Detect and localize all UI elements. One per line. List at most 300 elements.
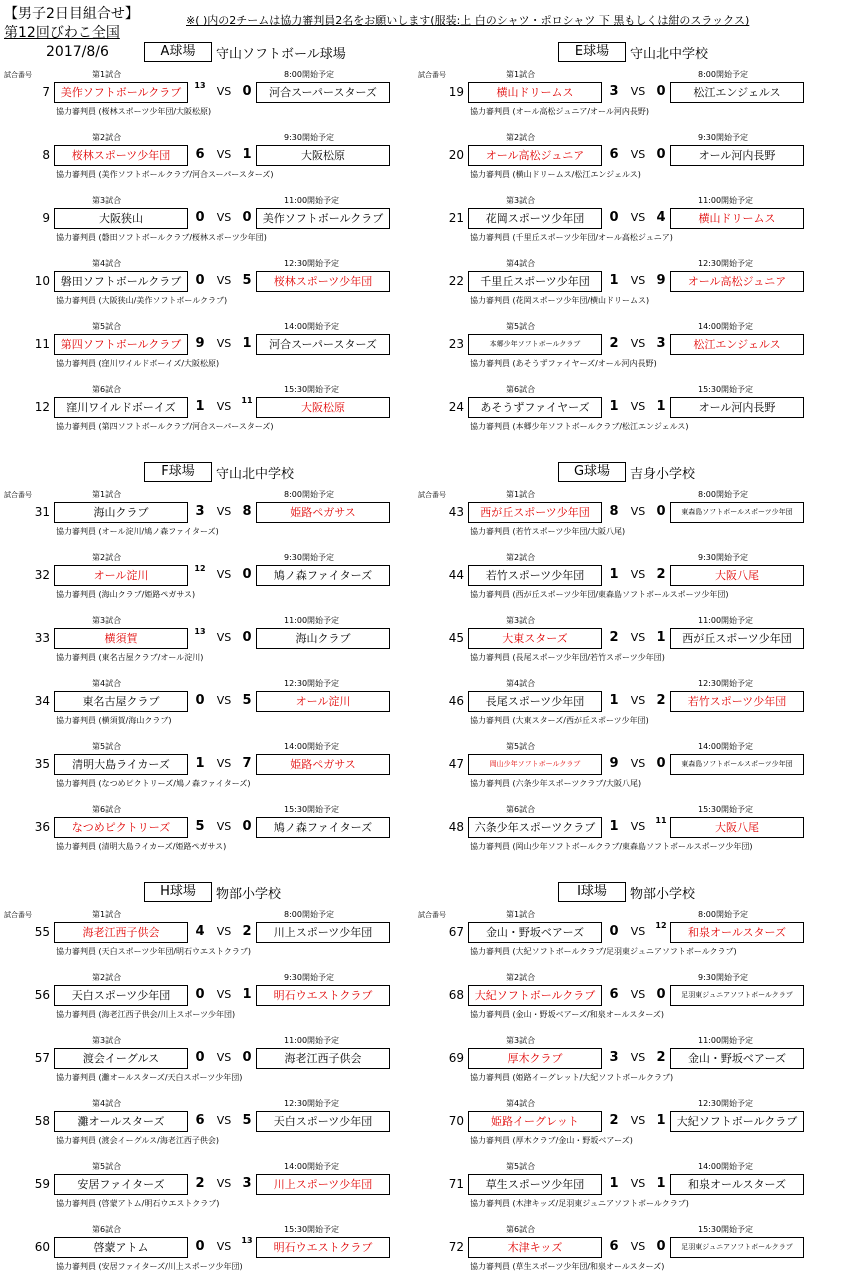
match-label: 第1試合	[506, 490, 536, 499]
home-score: 5	[195, 819, 205, 834]
referee-assignment: 協力審判員 (横須賀/海山クラブ)	[56, 716, 172, 725]
away-team: オール高松ジュニア	[670, 271, 804, 292]
away-score: 0	[656, 504, 666, 519]
home-score: 8	[609, 504, 619, 519]
vs-label: VS	[216, 85, 232, 98]
vs-label: VS	[630, 694, 646, 707]
home-team: 清明大島ライカーズ	[54, 754, 188, 775]
home-score: 6	[195, 1113, 205, 1128]
match-row	[418, 258, 818, 320]
home-score: 13	[194, 81, 206, 90]
away-score: 3	[656, 336, 666, 351]
away-score: 1	[656, 1113, 666, 1128]
start-time: 12:30開始予定	[284, 679, 340, 688]
field-block	[418, 42, 818, 442]
away-team: 美作ソフトボールクラブ	[256, 208, 390, 229]
start-time: 8:00開始予定	[698, 70, 748, 79]
match-label: 第1試合	[92, 910, 122, 919]
start-time: 11:00開始予定	[284, 196, 340, 205]
match-label: 第4試合	[92, 259, 122, 268]
referee-assignment: 協力審判員 (海老江西子供会/川上スポーツ少年団)	[56, 1010, 236, 1019]
home-team: 東名古屋クラブ	[54, 691, 188, 712]
vs-label: VS	[216, 148, 232, 161]
start-time: 14:00開始予定	[284, 1162, 340, 1171]
start-time: 14:00開始予定	[698, 322, 754, 331]
vs-label: VS	[630, 988, 646, 1001]
home-team: 厚木クラブ	[468, 1048, 602, 1069]
match-number: 9	[42, 211, 50, 225]
referee-assignment: 協力審判員 (なつめピクトリーズ/鳩ノ森ファイターズ)	[56, 779, 251, 788]
field-label: I球場	[558, 882, 626, 902]
match-number: 60	[34, 1240, 50, 1254]
vs-label: VS	[216, 757, 232, 770]
match-label: 第3試合	[506, 196, 536, 205]
match-row	[4, 321, 404, 383]
home-score: 9	[609, 756, 619, 771]
match-row	[4, 1035, 404, 1097]
away-score: 9	[656, 273, 666, 288]
page-title: 【男子2日目組合せ】	[4, 6, 139, 22]
match-number: 44	[448, 568, 464, 582]
away-team: オール河内長野	[670, 145, 804, 166]
match-label: 第2試合	[92, 553, 122, 562]
home-score: 2	[609, 630, 619, 645]
home-score: 12	[194, 564, 206, 573]
home-team: 長尾スポーツ少年団	[468, 691, 602, 712]
vs-label: VS	[630, 148, 646, 161]
start-time: 9:30開始予定	[698, 133, 748, 142]
away-team: 鳩ノ森ファイターズ	[256, 817, 390, 838]
away-team: 姫路ペガサス	[256, 754, 390, 775]
vs-label: VS	[216, 1177, 232, 1190]
match-label: 第2試合	[506, 553, 536, 562]
home-score: 3	[609, 84, 619, 99]
match-number: 45	[448, 631, 464, 645]
referee-assignment: 協力審判員 (啓蒙アトム/明石ウエストクラブ)	[56, 1199, 220, 1208]
match-label: 第6試合	[506, 1225, 536, 1234]
start-time: 11:00開始予定	[284, 616, 340, 625]
start-time: 14:00開始予定	[284, 322, 340, 331]
vs-label: VS	[216, 1240, 232, 1253]
match-label: 第3試合	[92, 196, 122, 205]
match-number: 10	[34, 274, 50, 288]
home-score: 1	[609, 693, 619, 708]
match-number: 11	[34, 337, 50, 351]
referee-assignment: 協力審判員 (草生スポーツ少年団/和泉オールスターズ)	[470, 1262, 665, 1271]
home-team: 安居ファイターズ	[54, 1174, 188, 1195]
field-label: A球場	[144, 42, 212, 62]
home-score: 6	[609, 147, 619, 162]
referee-assignment: 協力審判員 (第四ソフトボールクラブ/河合スーパースターズ)	[56, 422, 274, 431]
start-time: 11:00開始予定	[698, 616, 754, 625]
away-score: 5	[242, 1113, 252, 1128]
match-number: 35	[34, 757, 50, 771]
match-label: 第5試合	[506, 1162, 536, 1171]
match-label: 第6試合	[92, 1225, 122, 1234]
match-row	[4, 909, 404, 971]
away-score: 1	[656, 399, 666, 414]
away-team: 川上スポーツ少年団	[256, 1174, 390, 1195]
away-team: オール淀川	[256, 691, 390, 712]
start-time: 15:30開始予定	[284, 805, 340, 814]
vs-label: VS	[630, 1240, 646, 1253]
match-row	[418, 1098, 818, 1160]
away-team: 松江エンジェルス	[670, 334, 804, 355]
referee-assignment: 協力審判員 (厚木クラブ/金山・野坂ベアーズ)	[470, 1136, 633, 1145]
match-number: 48	[448, 820, 464, 834]
home-team: 草生スポーツ少年団	[468, 1174, 602, 1195]
match-row	[4, 132, 404, 194]
field-block	[4, 882, 404, 1282]
away-score: 13	[241, 1236, 253, 1245]
away-score: 1	[656, 1176, 666, 1191]
start-time: 8:00開始予定	[284, 70, 334, 79]
venue-name: 守山北中学校	[630, 47, 709, 62]
home-team: 木津キッズ	[468, 1237, 602, 1258]
field-label: G球場	[558, 462, 626, 482]
away-score: 0	[242, 84, 252, 99]
match-number: 12	[34, 400, 50, 414]
home-team: 西が丘スポーツ少年団	[468, 502, 602, 523]
match-number: 43	[448, 505, 464, 519]
match-number: 24	[448, 400, 464, 414]
match-label: 第4試合	[506, 259, 536, 268]
match-label: 第4試合	[506, 679, 536, 688]
referee-assignment: 協力審判員 (あそうずファイヤーズ/オール河内長野)	[470, 359, 657, 368]
match-row	[418, 489, 818, 551]
start-time: 8:00開始予定	[698, 910, 748, 919]
away-team: 海老江西子供会	[256, 1048, 390, 1069]
away-score: 2	[656, 567, 666, 582]
home-team: 天白スポーツ少年団	[54, 985, 188, 1006]
vs-label: VS	[216, 568, 232, 581]
start-time: 9:30開始予定	[698, 973, 748, 982]
match-label: 第3試合	[506, 1036, 536, 1045]
start-time: 12:30開始予定	[698, 1099, 754, 1108]
away-score: 0	[242, 630, 252, 645]
home-score: 1	[609, 819, 619, 834]
referee-assignment: 協力審判員 (横山ドリームス/松江エンジェルス)	[470, 170, 641, 179]
away-score: 0	[242, 210, 252, 225]
vs-label: VS	[216, 820, 232, 833]
referee-assignment: 協力審判員 (桜林スポーツ少年団/大阪松原)	[56, 107, 212, 116]
away-team: 松江エンジェルス	[670, 82, 804, 103]
match-number: 21	[448, 211, 464, 225]
referee-note: ※( )内の2チームは協力審判員2名をお願いします(服装:上 白のシャツ・ポロシャツ 下 黒もしくは紺のスラックス)	[186, 14, 750, 27]
away-score: 11	[655, 816, 667, 825]
start-time: 9:30開始予定	[284, 973, 334, 982]
match-number: 56	[34, 988, 50, 1002]
home-score: 3	[195, 504, 205, 519]
home-team: 本郷少年ソフトボールクラブ	[468, 334, 602, 355]
away-score: 0	[242, 1050, 252, 1065]
referee-assignment: 協力審判員 (若竹スポーツ少年団/大阪八尾)	[470, 527, 626, 536]
match-number: 70	[448, 1114, 464, 1128]
match-number: 47	[448, 757, 464, 771]
match-label: 第5試合	[506, 322, 536, 331]
match-row	[418, 615, 818, 677]
away-team: 川上スポーツ少年団	[256, 922, 390, 943]
match-label: 第4試合	[506, 1099, 536, 1108]
vs-label: VS	[630, 1177, 646, 1190]
home-score: 0	[195, 273, 205, 288]
away-team: 西が丘スポーツ少年団	[670, 628, 804, 649]
field-block	[418, 462, 818, 862]
home-team: 第四ソフトボールクラブ	[54, 334, 188, 355]
start-time: 9:30開始予定	[284, 553, 334, 562]
home-score: 1	[195, 399, 205, 414]
vs-label: VS	[630, 820, 646, 833]
match-row	[4, 1161, 404, 1223]
home-team: 海老江西子供会	[54, 922, 188, 943]
match-number: 20	[448, 148, 464, 162]
match-row	[418, 1161, 818, 1223]
away-team: 鳩ノ森ファイターズ	[256, 565, 390, 586]
home-team: 岡山少年ソフトボールクラブ	[468, 754, 602, 775]
away-team: 和泉オールスターズ	[670, 1174, 804, 1195]
referee-assignment: 協力審判員 (姫路イーグレット/大紀ソフトボールクラブ)	[470, 1073, 674, 1082]
vs-label: VS	[216, 337, 232, 350]
away-team: 東森島ソフトボールスポーツ少年団	[670, 754, 804, 775]
away-score: 0	[656, 84, 666, 99]
away-team: 大阪八尾	[670, 565, 804, 586]
home-score: 1	[609, 273, 619, 288]
vs-label: VS	[630, 85, 646, 98]
start-time: 12:30開始予定	[698, 679, 754, 688]
start-time: 15:30開始予定	[698, 1225, 754, 1234]
home-team: なつめピクトリーズ	[54, 817, 188, 838]
referee-assignment: 協力審判員 (渡会イーグルス/海老江西子供会)	[56, 1136, 219, 1145]
match-row	[4, 741, 404, 803]
away-score: 0	[242, 567, 252, 582]
venue-name: 吉身小学校	[630, 467, 696, 482]
home-score: 0	[195, 210, 205, 225]
vs-label: VS	[630, 757, 646, 770]
home-score: 1	[609, 399, 619, 414]
home-team: 啓蒙アトム	[54, 1237, 188, 1258]
vs-label: VS	[630, 400, 646, 413]
match-number: 7	[42, 85, 50, 99]
away-score: 0	[656, 987, 666, 1002]
match-number: 67	[448, 925, 464, 939]
match-row	[418, 741, 818, 803]
away-score: 2	[656, 693, 666, 708]
match-number: 32	[34, 568, 50, 582]
home-team: 若竹スポーツ少年団	[468, 565, 602, 586]
home-score: 1	[195, 756, 205, 771]
referee-assignment: 協力審判員 (大東スターズ/西が丘スポーツ少年団)	[470, 716, 649, 725]
home-score: 0	[195, 987, 205, 1002]
referee-assignment: 協力審判員 (西が丘スポーツ少年団/東森島ソフトボールスポーツ少年団)	[470, 590, 729, 599]
match-label: 第5試合	[506, 742, 536, 751]
start-time: 12:30開始予定	[284, 259, 340, 268]
home-team: 灘オールスターズ	[54, 1111, 188, 1132]
match-number: 22	[448, 274, 464, 288]
start-time: 12:30開始予定	[284, 1099, 340, 1108]
away-score: 2	[242, 924, 252, 939]
match-number: 59	[34, 1177, 50, 1191]
start-time: 14:00開始予定	[284, 742, 340, 751]
home-team: 大阪狭山	[54, 208, 188, 229]
event-date: 2017/8/6	[46, 44, 109, 60]
match-number: 57	[34, 1051, 50, 1065]
away-score: 5	[242, 693, 252, 708]
match-label: 第2試合	[92, 133, 122, 142]
match-row	[4, 804, 404, 866]
vs-label: VS	[216, 505, 232, 518]
away-team: 大阪松原	[256, 145, 390, 166]
match-label: 第5試合	[92, 1162, 122, 1171]
home-team: 横山ドリームス	[468, 82, 602, 103]
match-number: 68	[448, 988, 464, 1002]
away-score: 0	[656, 1239, 666, 1254]
match-number: 71	[448, 1177, 464, 1191]
match-row	[418, 69, 818, 131]
vs-label: VS	[630, 568, 646, 581]
field-block	[4, 42, 404, 442]
match-label: 第3試合	[92, 616, 122, 625]
referee-assignment: 協力審判員 (本郷少年ソフトボールクラブ/松江エンジェルス)	[470, 422, 689, 431]
away-score: 2	[656, 1050, 666, 1065]
home-team: オール高松ジュニア	[468, 145, 602, 166]
home-team: 姫路イーグレット	[468, 1111, 602, 1132]
match-row	[4, 69, 404, 131]
match-label: 第2試合	[506, 973, 536, 982]
home-score: 0	[195, 1239, 205, 1254]
referee-assignment: 協力審判員 (オール高松ジュニア/オール河内長野)	[470, 107, 649, 116]
away-score: 4	[656, 210, 666, 225]
match-row	[418, 384, 818, 446]
away-team: 明石ウエストクラブ	[256, 1237, 390, 1258]
start-time: 8:00開始予定	[284, 490, 334, 499]
referee-assignment: 協力審判員 (金山・野坂ベアーズ/和泉オールスターズ)	[470, 1010, 665, 1019]
vs-label: VS	[216, 1051, 232, 1064]
start-time: 14:00開始予定	[698, 1162, 754, 1171]
match-label: 第5試合	[92, 322, 122, 331]
field-label: F球場	[144, 462, 212, 482]
vs-label: VS	[216, 400, 232, 413]
away-score: 1	[242, 147, 252, 162]
field-label: E球場	[558, 42, 626, 62]
home-score: 9	[195, 336, 205, 351]
referee-assignment: 協力審判員 (六条少年スポーツクラブ/大阪八尾)	[470, 779, 642, 788]
away-team: 海山クラブ	[256, 628, 390, 649]
vs-label: VS	[216, 925, 232, 938]
vs-label: VS	[216, 631, 232, 644]
match-row	[418, 132, 818, 194]
home-team: 金山・野坂ベアーズ	[468, 922, 602, 943]
away-score: 3	[242, 1176, 252, 1191]
home-score: 3	[609, 1050, 619, 1065]
home-team: 大東スターズ	[468, 628, 602, 649]
home-team: 渡会イーグルス	[54, 1048, 188, 1069]
venue-name: 守山北中学校	[216, 467, 295, 482]
venue-name: 守山ソフトボール球場	[216, 47, 346, 62]
referee-assignment: 協力審判員 (灘オールスターズ/天白スポーツ少年団)	[56, 1073, 243, 1082]
start-time: 15:30開始予定	[698, 805, 754, 814]
vs-label: VS	[216, 274, 232, 287]
away-team: 桜林スポーツ少年団	[256, 271, 390, 292]
tournament-name: 第12回びわこ全国	[4, 25, 120, 41]
match-row	[4, 1224, 404, 1286]
match-row	[4, 972, 404, 1034]
home-score: 1	[609, 567, 619, 582]
home-team: 花岡スポーツ少年団	[468, 208, 602, 229]
vs-label: VS	[630, 211, 646, 224]
referee-assignment: 協力審判員 (海山クラブ/姫路ペガサス)	[56, 590, 196, 599]
referee-assignment: 協力審判員 (オール淀川/鳩ノ森ファイターズ)	[56, 527, 219, 536]
referee-assignment: 協力審判員 (長尾スポーツ少年団/若竹スポーツ少年団)	[470, 653, 665, 662]
away-team: 足羽東ジュニアソフトボールクラブ	[670, 985, 804, 1006]
match-row	[4, 489, 404, 551]
match-row	[418, 972, 818, 1034]
start-time: 15:30開始予定	[698, 385, 754, 394]
away-team: 和泉オールスターズ	[670, 922, 804, 943]
home-score: 6	[195, 147, 205, 162]
home-score: 0	[195, 1050, 205, 1065]
match-number-header: 試合番号	[4, 911, 32, 919]
referee-assignment: 協力審判員 (大紀ソフトボールクラブ/足羽東ジュニアソフトボールクラブ)	[470, 947, 737, 956]
home-score: 4	[195, 924, 205, 939]
vs-label: VS	[216, 1114, 232, 1127]
match-number: 69	[448, 1051, 464, 1065]
match-row	[4, 552, 404, 614]
referee-assignment: 協力審判員 (天白スポーツ少年団/明石ウエストクラブ)	[56, 947, 251, 956]
away-team: 大阪八尾	[670, 817, 804, 838]
venue-name: 物部小学校	[630, 887, 696, 902]
match-label: 第4試合	[92, 1099, 122, 1108]
field-block	[418, 882, 818, 1282]
match-row	[4, 615, 404, 677]
match-number-header: 試合番号	[418, 71, 446, 79]
match-label: 第6試合	[92, 805, 122, 814]
match-label: 第6試合	[92, 385, 122, 394]
start-time: 15:30開始予定	[284, 385, 340, 394]
match-row	[4, 1098, 404, 1160]
referee-assignment: 協力審判員 (木津キッズ/足羽東ジュニアソフトボールクラブ)	[470, 1199, 689, 1208]
away-team: 足羽東ジュニアソフトボールクラブ	[670, 1237, 804, 1258]
home-team: 千里丘スポーツ少年団	[468, 271, 602, 292]
home-score: 0	[195, 693, 205, 708]
away-team: 大阪松原	[256, 397, 390, 418]
match-row	[418, 1035, 818, 1097]
match-row	[418, 1224, 818, 1286]
referee-assignment: 協力審判員 (清明大島ライカーズ/姫路ペガサス)	[56, 842, 227, 851]
home-team: オール淀川	[54, 565, 188, 586]
referee-assignment: 協力審判員 (千里丘スポーツ少年団/オール高松ジュニア)	[470, 233, 673, 242]
match-number: 72	[448, 1240, 464, 1254]
home-team: 窪川ワイルドボーイズ	[54, 397, 188, 418]
home-team: 横須賀	[54, 628, 188, 649]
away-score: 1	[242, 987, 252, 1002]
referee-assignment: 協力審判員 (安居ファイターズ/川上スポーツ少年団)	[56, 1262, 243, 1271]
match-row	[4, 195, 404, 257]
start-time: 11:00開始予定	[698, 1036, 754, 1045]
vs-label: VS	[630, 505, 646, 518]
match-number: 33	[34, 631, 50, 645]
match-row	[4, 384, 404, 446]
match-label: 第2試合	[92, 973, 122, 982]
away-team: 天白スポーツ少年団	[256, 1111, 390, 1132]
match-label: 第2試合	[506, 133, 536, 142]
home-team: 桜林スポーツ少年団	[54, 145, 188, 166]
away-team: 若竹スポーツ少年団	[670, 691, 804, 712]
home-team: 磐田ソフトボールクラブ	[54, 271, 188, 292]
match-number: 8	[42, 148, 50, 162]
match-number: 23	[448, 337, 464, 351]
match-number: 36	[34, 820, 50, 834]
referee-assignment: 協力審判員 (岡山少年ソフトボールクラブ/東森島ソフトボールスポーツ少年団)	[470, 842, 753, 851]
